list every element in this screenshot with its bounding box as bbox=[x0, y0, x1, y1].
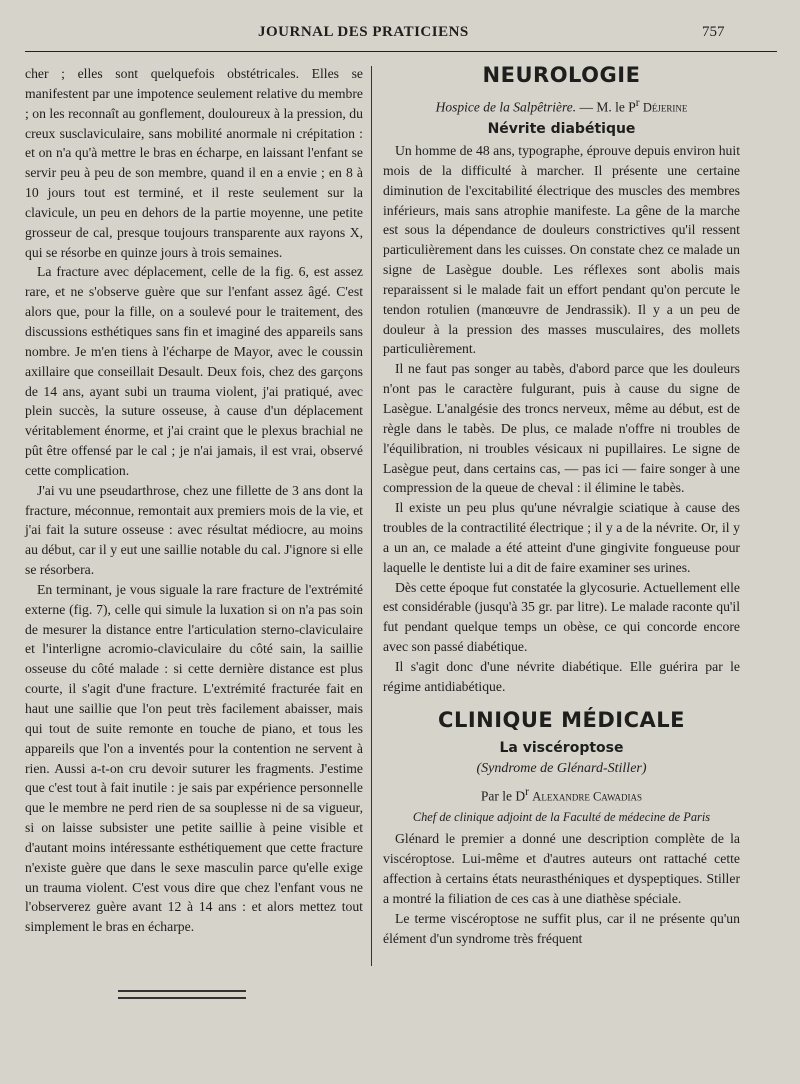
section-heading-neurologie: NEUROLOGIE bbox=[482, 63, 641, 87]
neuro-paragraph-5: Il s'agit donc d'une névrite diabétique. Elle guérira par le régime antidiabétique. bbox=[383, 658, 740, 694]
left-paragraph-2: La fracture avec déplacement, celle de la fig. 6, est assez rare, et ne s'observe guère que sur l'enfant assez âgé. C'est alors que, pour la fille, on a soulevé pour le traitement, des discussions esthétiques sans fin et imaginé des appareils sans nombre. Je m'en tiens à l'écharpe de Mayor, avec le coussin axillaire que conseillait Desault. Deux fois, chez des garçons de 14 ans, ayant subi un trauma violent, j'ai pratiqué, avec plein succès, la suture osseuse, à cause d'un déplacement véritablement énorme, et j'ai craint que le plexus brachial ne pût être offensé par le cal ; je n'ai jamais, il est vrai, observé cette complication. bbox=[25, 264, 363, 478]
clinique-paragraph-2: Le terme viscéroptose ne suffit plus, car il ne présente qu'un élément d'un syndrome très fréquent bbox=[383, 910, 740, 946]
source-dash: — M. le P bbox=[579, 99, 636, 115]
journal-title: JOURNAL DES PRATICIENS bbox=[258, 24, 469, 40]
article-subtitle: (Syndrome de Glénard-Stiller) bbox=[476, 761, 647, 777]
right-column bbox=[383, 64, 740, 948]
running-header bbox=[0, 18, 800, 44]
neuro-paragraph-2: Il ne faut pas songer au tabès, d'abord parce que les douleurs n'ont pas le caractère fulgurant, puis à cause du signe de Lasègue. L'analgésie des troncs nerveux, même au début, est de règle dans le tabès. De plus, ce malade n'offre ni troubles de l'équilibration, ni troubles vésicaux ni pupillaires. Le signe de Lasègue peut, dans certains cas, — pas ici — faire songer à une compression de la queue de cheval : il élimine le tabès. bbox=[383, 361, 740, 496]
page-number: 757 bbox=[702, 24, 725, 40]
source-line bbox=[383, 94, 740, 118]
left-paragraph-3: J'ai vu une pseudarthrose, chez une fillette de 3 ans dont la fracture, méconnue, remontait aux premiers mois de la vie, et j'ai fait la suture osseuse : avec résultat médiocre, au moins au début, car il y eut une saillie notable du cal. J'ignore si elle se résorbera. bbox=[25, 482, 363, 578]
clinique-paragraph-1: Glénard le premier a donné une description complète de la viscéroptose. Lui-même et d'autres auteurs ont rattaché cette affection à certains états neurasthéniques et dyspeptiques. Stiller a montré la filiation de ces cas à une diathèse spéciale. bbox=[383, 831, 740, 906]
author-name: Alexandre Cawadias bbox=[532, 789, 643, 804]
header-rule bbox=[25, 51, 777, 52]
source-place: Hospice de la Salpêtrière. bbox=[435, 99, 577, 115]
author-prefix: Par le D bbox=[480, 788, 526, 804]
author-line bbox=[383, 783, 740, 807]
neuro-paragraph-4: Dès cette époque fut constatée la glycosurie. Actuellement elle est considérable (jusqu'à 35 gr. par litre). Le malade raconte qu'il fut pendant quelque temps un obèse, ce qui concorde encore avec son passé diabétique. bbox=[383, 579, 740, 655]
author-sup: r bbox=[525, 786, 529, 799]
source-name: Déjerine bbox=[642, 100, 688, 115]
end-of-article-rule bbox=[118, 990, 246, 999]
article-title-nevrite: Névrite diabétique bbox=[487, 121, 636, 138]
left-paragraph-4: En terminant, je vous siguale la rare fracture de l'extrémité externe (fig. 7), celle qui simule la luxation si on n'a pas soin de mesurer la distance entre l'articulation sterno-claviculaire et l'interligne acromio-claviculaire du côté sain, la saillie osseuse du côté malade : si cette dernière distance est plus courte, il s'agit d'une fracture. L'extrémité fracturée fait en haut une saillie que l'on peut très facilement abaisser, mais qui tout de suite remonte en touche de piano, et tous les appareils que l'on a inventés pour la contention ne servent à rien. Aussi a-t-on cru devoir suturer les fragments. J'estime que c'est tout à fait inutile : je sais par expérience personnelle que le membre ne perd rien de sa souplesse ni de sa vigueur, si on laisse subsister une petite saillie à peine visible et d'autant moins intéressante esthétiquement que cette fracture n'existe guère que dans le sexe masculin parce qu'elle exige un trauma violent. C'est vous dire que chez l'enfant vous ne l'observerez guère avant 12 à 14 ans : et alors mettez tout simplement le bras en écharpe. bbox=[25, 581, 363, 935]
author-affiliation: Chef de clinique adjoint de la Faculté de médecine de Paris bbox=[412, 809, 711, 824]
column-divider bbox=[371, 66, 372, 966]
source-sup: r bbox=[635, 96, 640, 109]
neuro-paragraph-3: Il existe un peu plus qu'une névralgie sciatique à cause des troubles de la contractilité électrique ; il y a de la névrite. Or, il y a un an, ce malade a été atteint d'une gingivite fongueuse pour laquelle le dentiste lui a dit de faire examiner ses urines. bbox=[383, 500, 740, 575]
article-title-visceroptose: La viscéroptose bbox=[499, 739, 624, 756]
left-column bbox=[25, 64, 363, 937]
section-heading-clinique: CLINIQUE MÉDICALE bbox=[438, 707, 685, 732]
neuro-paragraph-1: Un homme de 48 ans, typographe, éprouve depuis environ huit mois de la difficulté à marcher. Il présente une certaine diminution de l'excitabilité électrique des muscles des membres inférieurs, mais sans atrophie manifeste. La gêne de la marche est sous la dépendance de douleurs constrictives qu'il ressent particulièrement dans les cuisses. On constate chez ce malade un signe de Lasègue double. Les réflexes sont abolis mais reparaissent si le malade fait un effort pendant qu'on percute le tendon rotulien (manœuvre de Jendrassik). Il y a un peu de douleur à la pression des masses musculaires, des mollets particulièrement. bbox=[383, 143, 740, 357]
left-paragraph-1: cher ; elles sont quelquefois obstétricales. Elles se manifestent par une impotence seulement relative du membre ; on les reconnaît au gonflement, douloureux à la pression, du creux susclaviculaire, sans mobilité anormale ni crépitation : et on n'a qu'à mettre le bras en écharpe, en laissant l'enfant se servir peu à peu de son membre, quand il en a envie ; en 8 à 10 jours tout est terminé, et il reste seulement sur la clavicule, un peu en dehors de la partie moyenne, une petite grosseur de cal, presque toujours transparente aux rayons X, qui se résorbe en quinze jours à trois semaines. bbox=[25, 66, 363, 260]
